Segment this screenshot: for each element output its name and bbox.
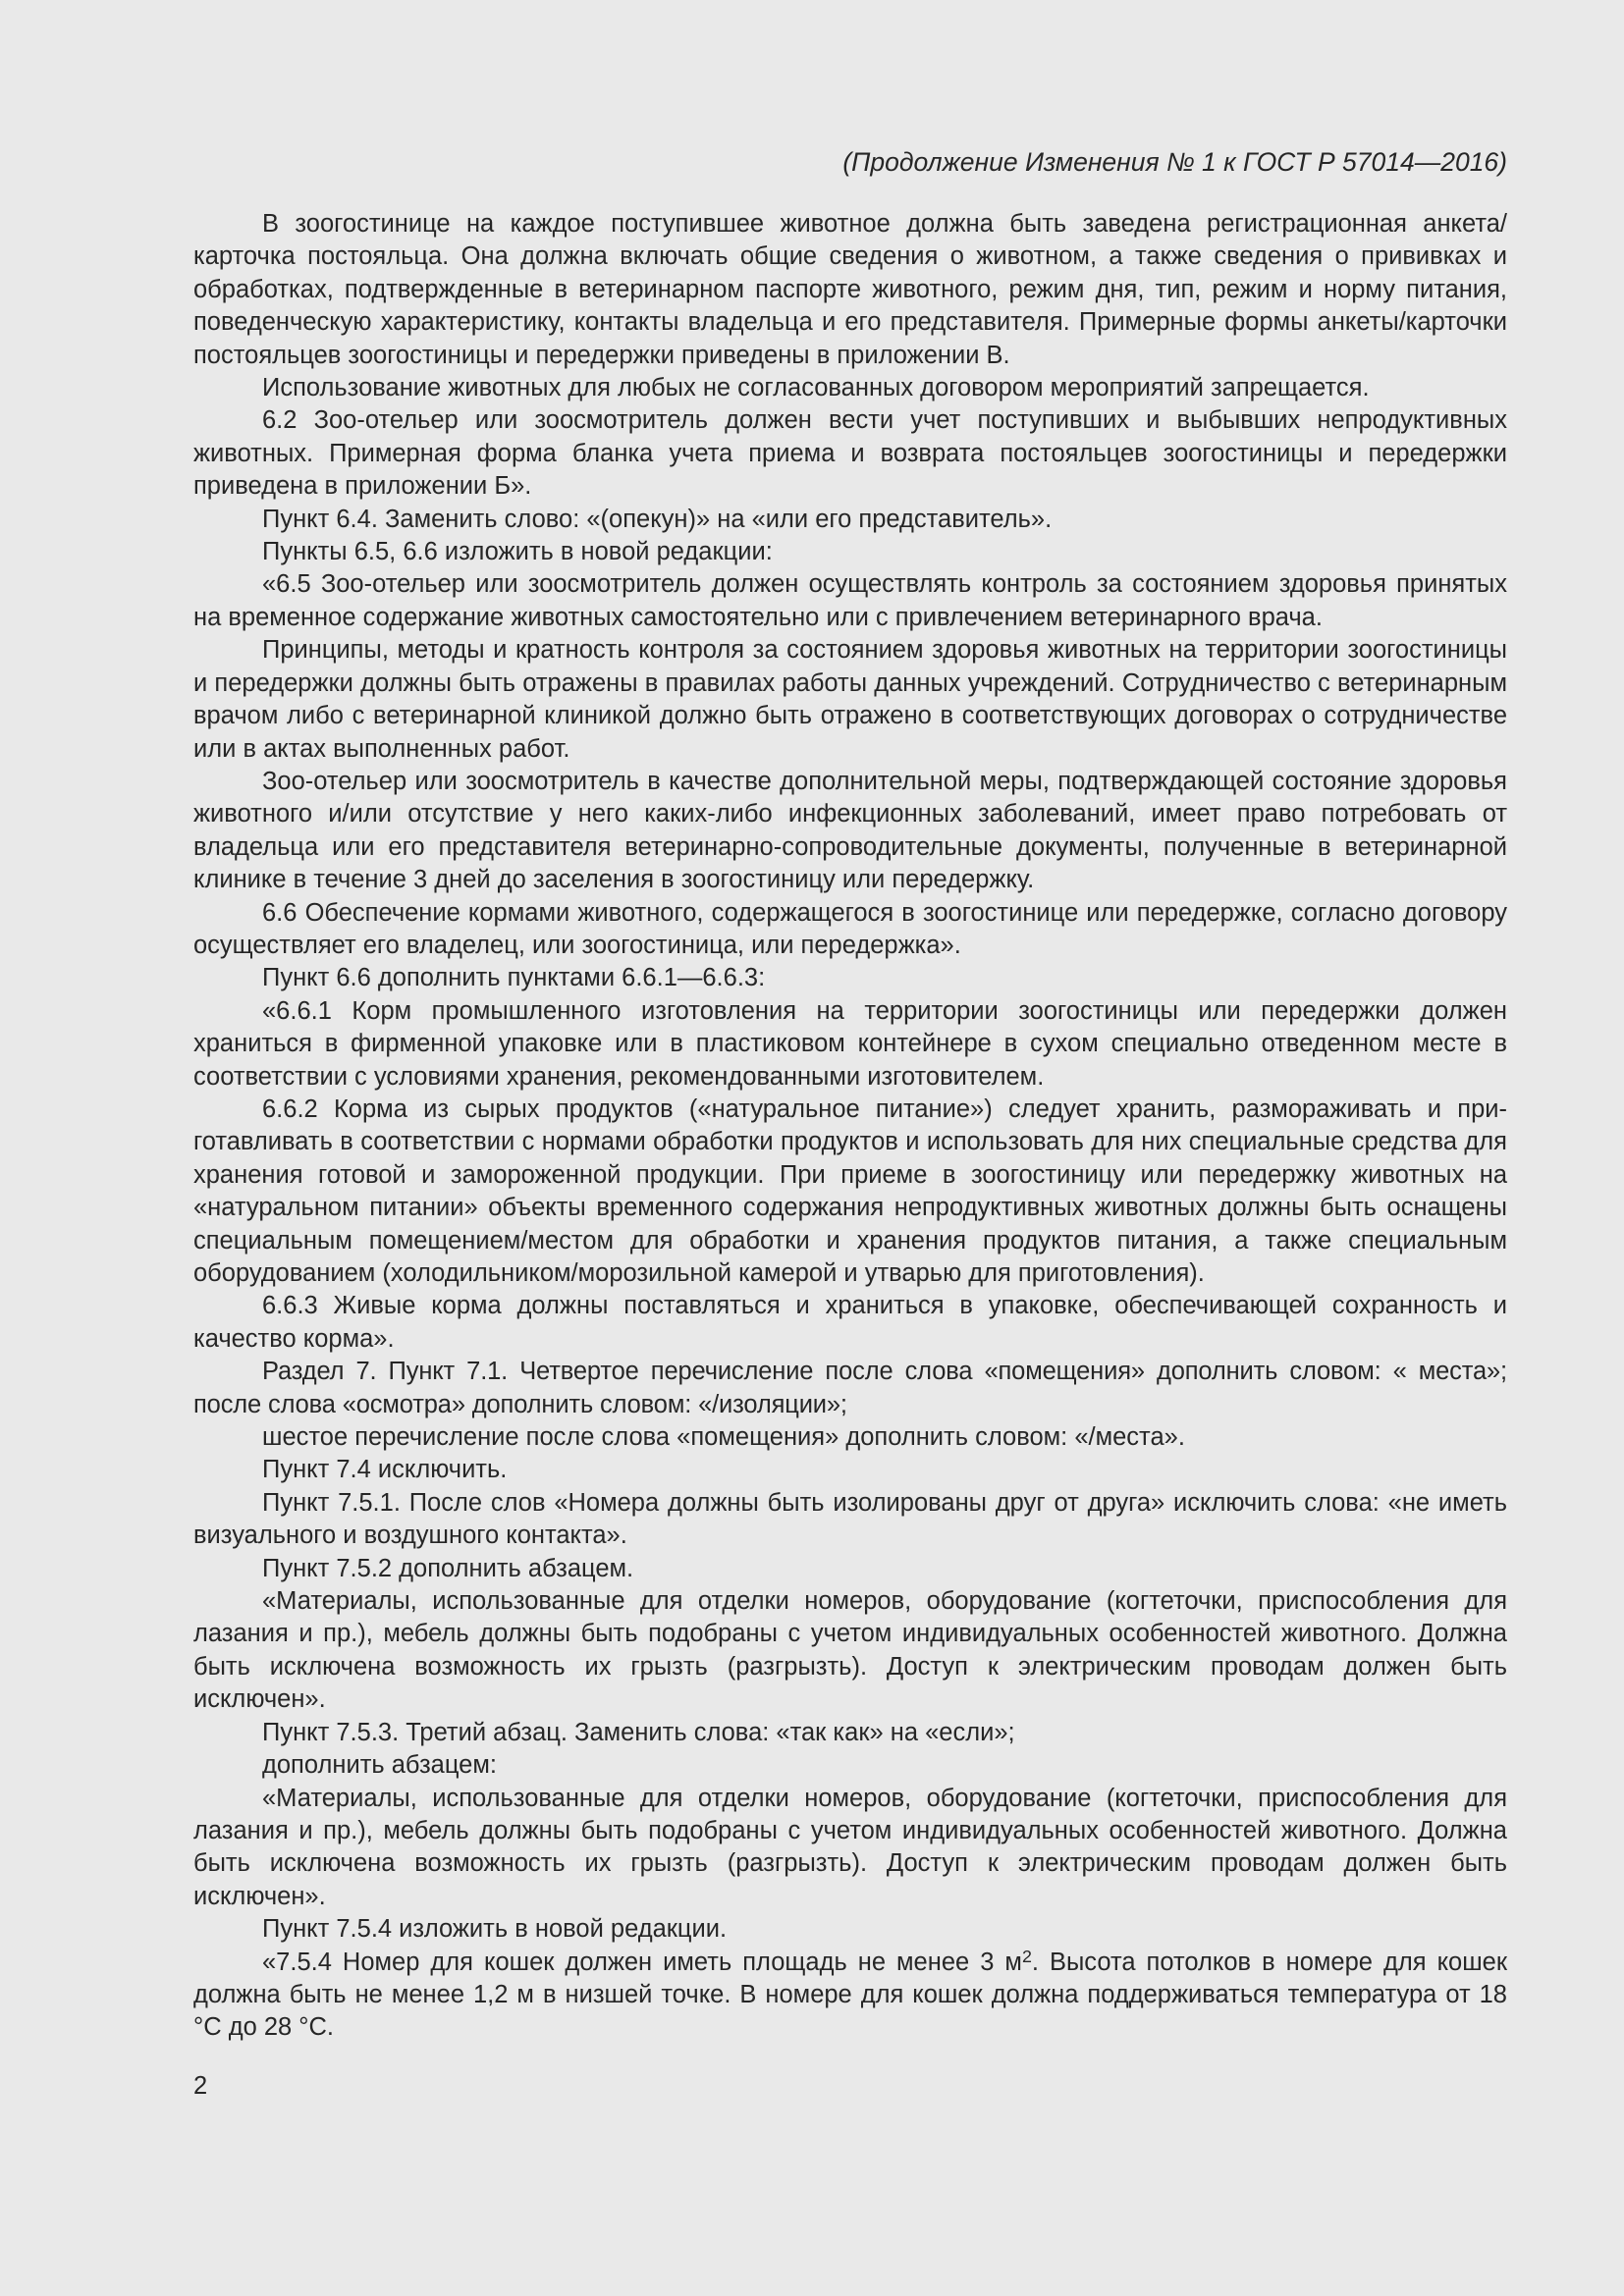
paragraph-7-5-4: [193, 1947, 1507, 2045]
paragraph-materials-2: «Материалы, использованные для отделки номеров, оборудование (когтеточки, приспособления для лазания и пр.), мебель должны быть подобраны с учетом индивидуальных особенностей животного. Должна быть исключена возможность их грызть (разгрызть). Доступ к электрическим проводам должен быть исключен».: [193, 1784, 1507, 1910]
paragraph-6-2: 6.2 Зоо-отельер или зоосмотритель должен вести учет поступивших и выбывших непродуктивных животных. Примерная форма бланка учета приема и возврата постояльцев зоогостиницы и передержки приведена в приложении Б».: [193, 406, 1507, 501]
document-body: [193, 208, 1507, 2045]
square-meter-superscript: 2: [1021, 1946, 1032, 1966]
paragraph-7-5-4-text-start: «7.5.4 Номер для кошек должен иметь площадь не менее 3 м: [262, 1948, 1022, 1976]
paragraph-materials-1: «Материалы, использованные для отделки номеров, оборудование (когтеточки, приспособления для лазания и пр.), мебель должны быть подобраны с учетом индивидуальных особенностей животного. Должна быть исключена возможность их грызть (разгрызть). Доступ к электрическим проводам должен быть исключен».: [193, 1587, 1507, 1714]
paragraph-vet-documents: Зоо-отельер или зоосмотритель в качестве дополнительной меры, подтверждающей состояние здоровья животного и/или отсутствие у него каких-либо инфекционных заболеваний, имеет право потребовать от владельца или его представителя ветеринарно-сопроводительные документы, полученные в ветеринарной клинике в течение 3 дней до заселения в зоогостиницу или передержку.: [193, 767, 1507, 894]
paragraph-6-6-2: 6.6.2 Корма из сырых продуктов («натуральное питание») следует хранить, размораживать и приготавливать в соответствии с нормами обработки продуктов и использовать для них специальные средства для хранения готовой и замороженной продукции. При приеме в зоогостиницу или передержку животных на «натуральном питании» объекты временного содержания непродуктивных животных должны быть оснащены специальным помещением/местом для обработки и хранения продуктов питания, а также специальным оборудованием (холодильником/морозильной камерой и утварью для приготовления).: [193, 1095, 1507, 1287]
paragraph-registration-card: В зоогостинице на каждое поступившее животное должна быть заведена регистрационная анкета/карточка постояльца. Она должна включать общие сведения о животном, а также сведения о прививках и обработках, подтвержденные в ветеринарном паспорте животного, режим дня, тип, режим и норму питания, поведенческую характеристику, контакты владельца и его представителя. Примерные формы анкеты/карточки постояльцев зоогостиницы и передержки приведены в приложении В.: [193, 210, 1507, 369]
paragraph-item-7-4: Пункт 7.4 исключить.: [262, 1456, 508, 1484]
page-number: 2: [193, 2072, 208, 2100]
continuation-header: (Продолжение Изменения № 1 к ГОСТ Р 57014—2016): [842, 147, 1507, 177]
paragraph-6-5: «6.5 Зоо-отельер или зоосмотритель должен осуществлять контроль за состоянием здоровья принятых на временное содержание животных самостоятельно или с привлечением ветеринарного врача.: [193, 570, 1507, 631]
paragraph-item-6-4: Пункт 6.4. Заменить слово: «(опекун)» на «или его представитель».: [262, 505, 1053, 533]
paragraph-add-paragraph: дополнить абзацем:: [262, 1751, 497, 1780]
paragraph-sixth-enumeration: шестое перечисление после слова «помещения» дополнить словом: «/места».: [262, 1423, 1185, 1452]
paragraph-6-6-1: «6.6.1 Корм промышленного изготовления на территории зоогостиницы или передержки должен храниться в фирменной упаковке или в пластиковом контейнере в сухом специально отведенном месте в соответствии с условиями хранения, рекомендованными изготовителем.: [193, 996, 1507, 1091]
paragraph-item-7-5-4: Пункт 7.5.4 изложить в новой редакции.: [262, 1915, 728, 1944]
paragraph-section-7-1: Раздел 7. Пункт 7.1. Четвертое перечисление после слова «помещения» дополнить словом: « места»; после слова «осмотра» дополнить словом: «/изоляции»;: [193, 1358, 1507, 1418]
paragraph-animal-use-ban: Использование животных для любых не согласованных договором мероприятий запрещается.: [262, 374, 1370, 402]
paragraph-6-6: 6.6 Обеспечение кормами животного, содержащегося в зоогостинице или передержке, согласно договору осуществляет его владелец, или зоогостиница, или передержка».: [193, 898, 1507, 959]
document-page: [193, 0, 1507, 2296]
paragraph-6-6-3: 6.6.3 Живые корма должны поставляться и храниться в упаковке, обеспечивающей сохранность и качество корма».: [193, 1292, 1507, 1353]
paragraph-items-6-5-6-6: Пункты 6.5, 6.6 изложить в новой редакции:: [262, 538, 773, 566]
paragraph-item-7-5-1: Пункт 7.5.1. После слов «Номера должны быть изолированы друг от друга» исключить слова: «не иметь визуального и воздушного контакта».: [193, 1488, 1507, 1550]
paragraph-item-7-5-3: Пункт 7.5.3. Третий абзац. Заменить слова: «так как» на «если»;: [262, 1718, 1015, 1746]
paragraph-7-5-4-text-end: . Высота потолков в номере для кошек должна быть не менее 1,2 м в низшей точке. В номере для кошек должна поддерживаться температура от 18 °С до 28 °С.: [193, 1948, 1507, 2042]
paragraph-item-6-6-additions: Пункт 6.6 дополнить пунктами 6.6.1—6.6.3:: [262, 964, 766, 992]
paragraph-item-7-5-2: Пункт 7.5.2 дополнить абзацем.: [262, 1554, 634, 1582]
paragraph-health-control: Принципы, методы и кратность контроля за состоянием здоровья животных на территории зоогостиницы и передержки должны быть отражены в правилах работы данных учреждений. Сотрудничество с ветеринарным врачом либо с ветеринарной клиникой должно быть отражено в соответствующих договорах о сотрудничестве или в актах выполненных работ.: [193, 636, 1507, 763]
